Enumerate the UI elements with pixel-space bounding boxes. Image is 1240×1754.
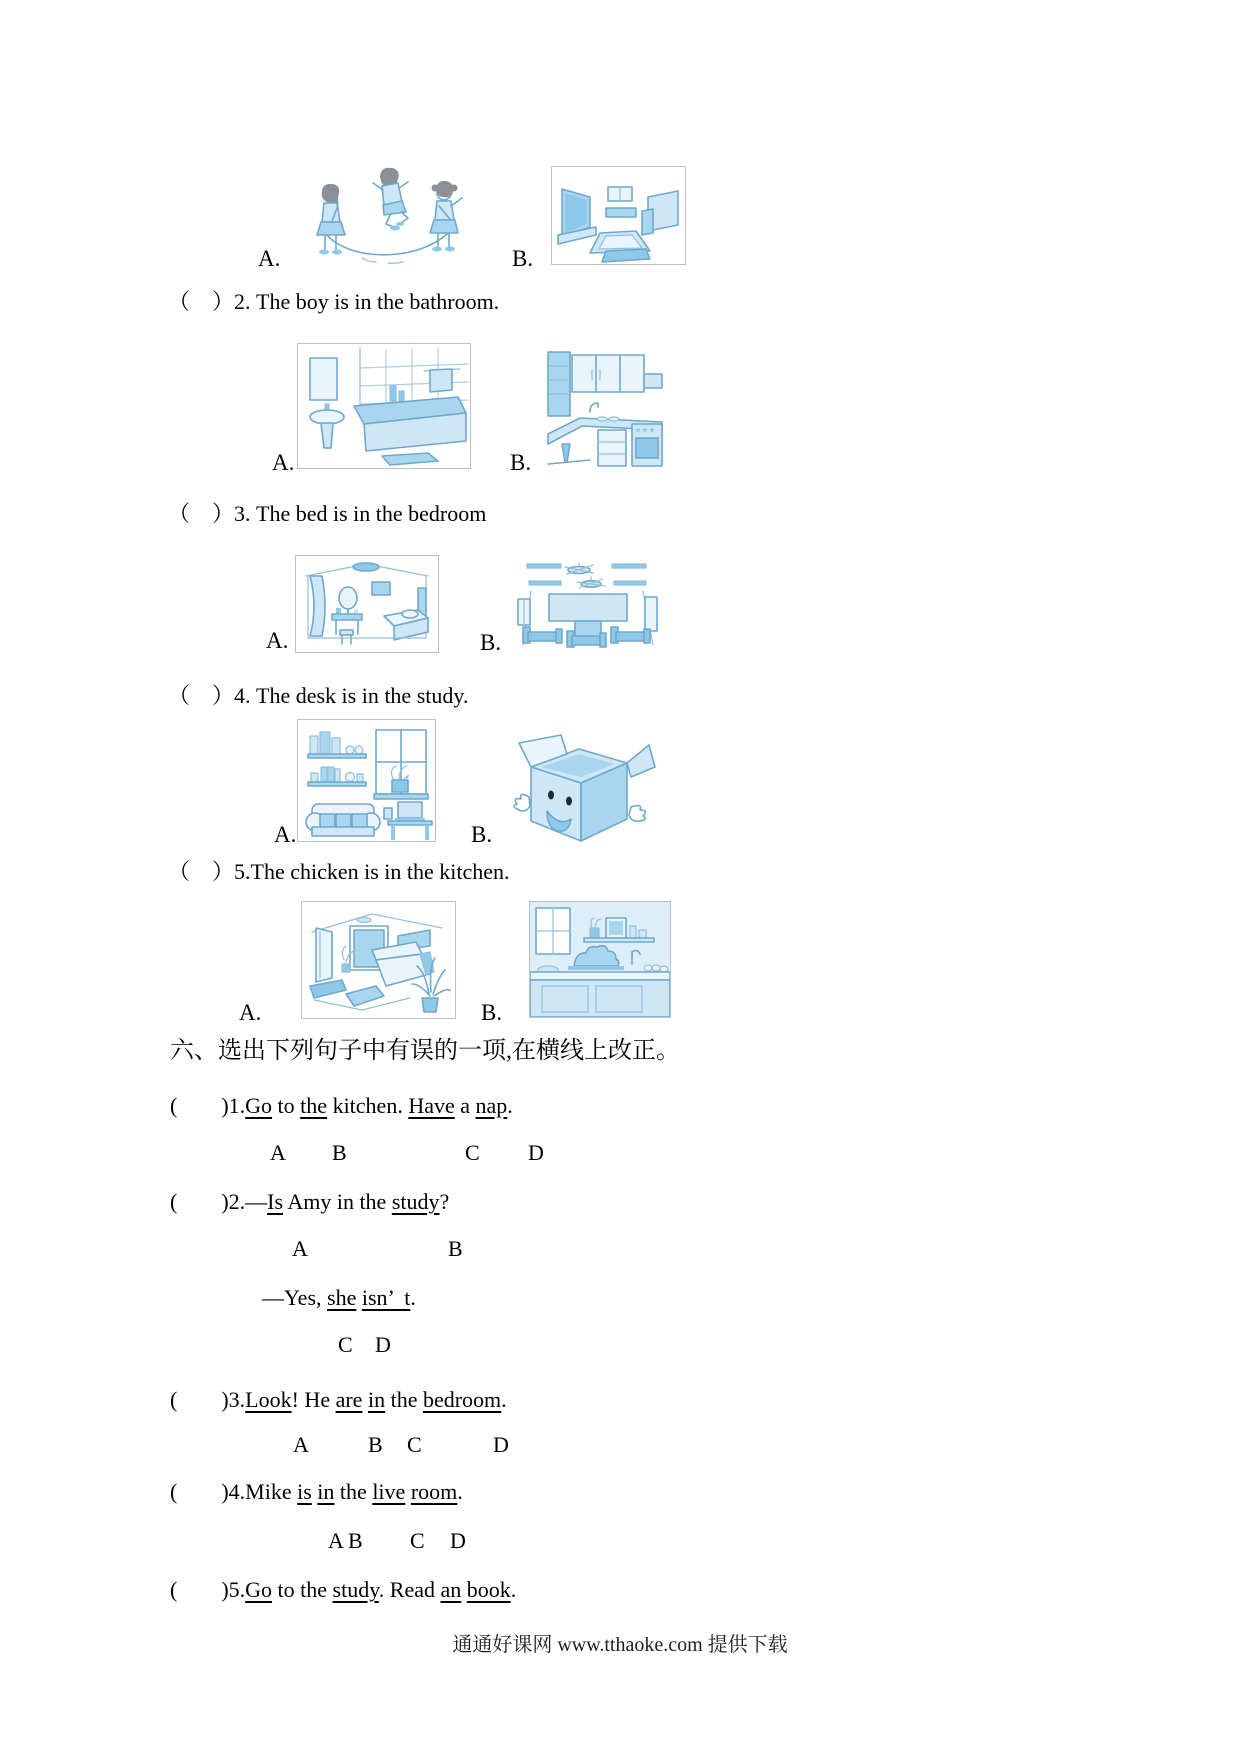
illustration-study-room [298,720,435,841]
ceiling-fan [565,563,593,574]
section-six-heading: 六、选出下列句子中有误的一项,在横线上改正。 [170,1038,680,1064]
six-item1-letter-c: C [465,1140,480,1165]
girl-jumping [373,168,408,231]
q5-option-a-label: A. [239,1000,262,1025]
ceiling-fan [577,577,605,588]
illustration-living-room-corner [302,902,455,1018]
six-item2-letter-a: A [292,1236,308,1261]
six-item2-letter-c: C [338,1332,353,1357]
six-item5-sentence: ( )5.Go to the study. Read an book. [170,1577,517,1602]
six-item1-sentence: ( )1.Go to the kitchen. Have a nap. [170,1093,513,1118]
six-item2-letter-b: B [448,1236,463,1261]
six-item1-letter-d: D [528,1140,544,1165]
q3-sentence: （ ）3. The bed is in the bedroom [168,501,487,526]
six-item3-letter-a: A [293,1432,309,1457]
girl-right [430,181,462,252]
bed [611,627,650,643]
illustration-living-room [552,167,685,264]
page-footer: 通通好课网 www.tthaoke.com 提供下载 [452,1634,788,1656]
six-item2-letter-d: D [375,1332,391,1357]
q4-sentence: （ ）4. The desk is in the study. [168,683,469,708]
six-item4-sentence: ( )4.Mike is in the live room. [170,1479,463,1504]
q3-option-b-label: B. [480,630,502,655]
q2-option-b-label: B. [510,450,532,475]
left-hand [514,794,530,810]
right-hand [629,806,645,822]
illustration-kitchen [546,350,664,467]
q2-option-a-label: A. [272,450,295,475]
six-item2-reply: —Yes, she isn’ t. [262,1285,416,1310]
six-item4-letter-c: C [410,1528,425,1553]
six-item3-letter-c: C [407,1432,422,1457]
q4-option-a-label: A. [274,822,297,847]
illustration-girls-jumping-rope [296,152,481,270]
six-item3-sentence: ( )3.Look! He are in the bedroom. [170,1387,507,1412]
six-item1-letter-a: A [270,1140,286,1165]
illustration-kitchen-counter [530,902,670,1017]
six-item4-letter-d: D [450,1528,466,1553]
q5-option-b-label: B. [481,1000,503,1025]
q2-sentence: （ ）2. The boy is in the bathroom. [168,289,500,314]
six-item3-letter-d: D [493,1432,509,1457]
bed [523,627,562,643]
six-item1-letter-b: B [332,1140,347,1165]
six-item3-letter-b: B [368,1432,383,1457]
q1-option-b-label: B. [512,246,534,271]
six-item4-letter-b: B [348,1528,363,1553]
girl-left [317,184,345,255]
illustration-cartoon-open-box [503,733,657,844]
six-item4-letter-a: A [328,1528,344,1553]
illustration-bedroom [296,556,438,652]
q5-sentence: （ ）5.The chicken is in the kitchen. [168,859,510,884]
q4-option-b-label: B. [471,822,493,847]
q3-option-a-label: A. [266,628,289,653]
illustration-bathroom [298,344,470,468]
six-item2-sentence: ( )2.—Is Amy in the study? [170,1189,450,1214]
q1-option-a-label: A. [258,246,281,271]
illustration-dormitory-bedroom [515,557,660,653]
